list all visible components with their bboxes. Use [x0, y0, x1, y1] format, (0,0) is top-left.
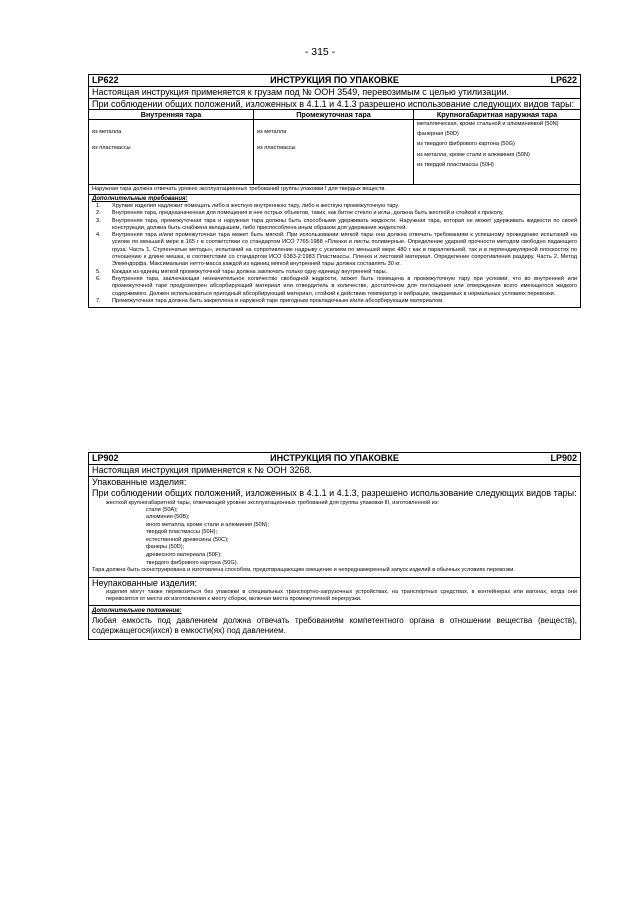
outer-item: из металла, кроме стали и алюминия (50N): [417, 151, 530, 158]
lp622-code-right: LP622: [550, 75, 577, 85]
lp902-design-note: Тара должна быть сконструирована и изготовлена способом, предотвращающим смещение и непреднамеренный запуск изделий в обычных условиях перевозки.: [92, 567, 515, 574]
requirement-item: 2. Внутренняя тара, предназначенная для помещения в нее острых объектов, таких, как битое стекло и иглы, должна быть жесткой и стойкой к проколу.: [96, 210, 504, 217]
material-item: стали (50A);: [146, 506, 178, 513]
lp622-general: При соблюдении общих положений, изложенных в 4.1.1 и 4.1.3 разрешено использование следующих видов тары:: [89, 99, 580, 111]
inner-item: из пластмассы: [92, 145, 131, 151]
intermediate-packaging-header: Промежуточная тара: [254, 110, 414, 119]
lp622-instruction-box: [88, 74, 581, 308]
requirement-item: 5. Каждая из единиц мягкой промежуточной тары должна заключать только одну единицу внутренней тары.: [96, 268, 388, 275]
lp902-code-left: LP902: [92, 453, 119, 463]
lp622-note: Наружная тара должна отвечать уровню эксплуатационных требований группы упаковки I для твердых веществ.: [89, 185, 580, 195]
lp622-table-body: [89, 120, 580, 185]
lp902-additional-title: Дополнительное положение:: [92, 608, 182, 615]
page-number: - 315 -: [304, 46, 336, 58]
lp902-materials-list: [92, 507, 577, 568]
lp902-rigid-intro: жесткой крупногабаритной тары, отвечающей уровню эксплуатационных требований для группы упаковки III, изготовленной из:: [106, 499, 439, 506]
inner-item: из металла: [92, 129, 122, 135]
requirement-item: 4. Внутренняя тара и/или промежуточная тара может быть мягкой. При использовании мягкой тары она должна отвечать требованиям к успешному проведению испытаний на усилие по меньшей мере в 165 г в соответствии со стандартом ИСО 7765:1988 «Пленки и листы полимерные. Определение ударной прочности методом свободно падающего груза. Часть 1. Ступенчатые методы», испытаний на сопротивление надрыву с усилием по меньшей мере 480 г как в параллельной, так и в перпендикулярной плоскостях по отношению к длине мешка, в соответствии со стандартом ИСО 6383-2:1983 Пластмассы. Пленка и листовой материал. Определение сопротивления раздиру. Часть 2. Метод Элмендорфа. Максимальная нетто-масса каждой из единиц мягкой внутренней тары должна составлять 30 кг.: [96, 232, 577, 268]
outer-item: фанерная (50D): [417, 130, 459, 137]
requirement-item: 7. Промежуточная тара должна быть закреплена в наружной таре пригодным прокладочным и/или абсорбирующим материалом.: [96, 297, 444, 304]
intermediate-packaging-cell: [254, 120, 414, 184]
outer-packaging-cell: [414, 120, 580, 184]
intermediate-item: из пластмассы: [257, 145, 296, 151]
material-item: древесного материала (50F);: [146, 552, 222, 559]
lp622-applies: Настоящая инструкция применяется к грузам под № ООН 3549, перевозимым с целью утилизации.: [89, 87, 580, 99]
outer-item: из твердой пластмассы (50H): [417, 162, 494, 168]
material-item: твердого фибрового картона (50G).: [146, 559, 239, 566]
lp622-title: ИНСТРУКЦИЯ ПО УПАКОВКЕ: [270, 75, 399, 85]
inner-packaging-header: Внутренняя тара: [89, 110, 254, 119]
lp902-packaged-title: Упакованные изделия:: [92, 476, 187, 487]
lp622-header: [89, 75, 580, 87]
requirement-item: 3. Внутренняя тара, промежуточная тара и наружная тара должны быть способными удерживать жидкости. Наружная тара, которая не может удерживать жидкости по своей конструкции, должна быть снабжена вкладышем, либо приспособлена иным образом для удержания жидкостей.: [96, 217, 577, 231]
lp902-packaged: [89, 477, 580, 578]
lp622-requirements-list: [92, 203, 577, 305]
lp902-header: [89, 453, 580, 465]
inner-packaging-cell: [89, 120, 254, 184]
lp902-additional: [89, 606, 580, 639]
lp622-additional: [89, 195, 580, 307]
lp622-code-left: LP622: [92, 75, 119, 85]
lp622-table-header: [89, 110, 580, 120]
lp902-code-right: LP902: [550, 453, 577, 463]
material-item: иного металла, кроме стали и алюминия (50N);: [146, 521, 270, 528]
lp902-title: ИНСТРУКЦИЯ ПО УПАКОВКЕ: [270, 453, 399, 463]
lp622-additional-title: Дополнительные требования:: [92, 196, 188, 202]
lp902-applies: Настоящая инструкция применяется к № ООН 3268.: [89, 465, 580, 477]
intermediate-item: из металла: [257, 129, 287, 135]
material-item: естественной древесины (50C);: [146, 536, 229, 543]
requirement-item: 1. Хрупкие изделия надлежит помещать либо в жесткую внутреннюю тару, либо в жесткую промежуточную тару.: [96, 203, 400, 209]
material-item: фанеры (50D);: [146, 544, 185, 551]
material-item: алюминия (50B);: [146, 514, 190, 521]
lp902-additional-text: Любая емкость под давлением должна отвечать требованиям компетентного органа в отношении вещества (веществ), содержащегося(ихся) в емкости(ях) под давлением.: [92, 616, 577, 636]
outer-item: из твердого фибрового картона (50G): [417, 141, 515, 147]
lp902-general: При соблюдении общих положений, изложенных в 4.1.1 и 4.1.3, разрешено использование следующих видов тары:: [92, 487, 577, 498]
lp902-unpackaged: [89, 578, 580, 607]
outer-heading: металлическая, кроме стальной и алюминиевой (50N): [417, 121, 559, 127]
lp902-instruction-box: [88, 452, 581, 640]
material-item: твердой пластмассы (50H);: [146, 529, 218, 536]
outer-packaging-header: Крупногабаритная наружная тара: [436, 110, 558, 119]
lp902-unpackaged-title: Неупакованные изделия:: [92, 577, 197, 588]
lp902-unpackaged-text: изделия могут также перевозиться без упаковки в специальных транспортно-загрузочных устройствах, на транспортных средствах, в контейнерах или вагонах, когда они перевозятся от места их изготовления к месту сборки, включая места промежуточной перегрузки.: [106, 588, 577, 602]
requirement-item: 6. Внутренняя тара, заключающая незначительное количество свободной жидкости, может быть помещена в промежуточную тару при условии, что во внутренней или промежуточной таре предусмотрен абсорбирующий материал или отвердитель в количестве, достаточном для поглощения или отверждения всего имеющегося жидкого содержимого. Должен использоваться пригодный абсорбирующий материал, стойкий к действию температур и вибрации, ожидаемых в нормальных условиях перевозки.: [96, 275, 577, 297]
